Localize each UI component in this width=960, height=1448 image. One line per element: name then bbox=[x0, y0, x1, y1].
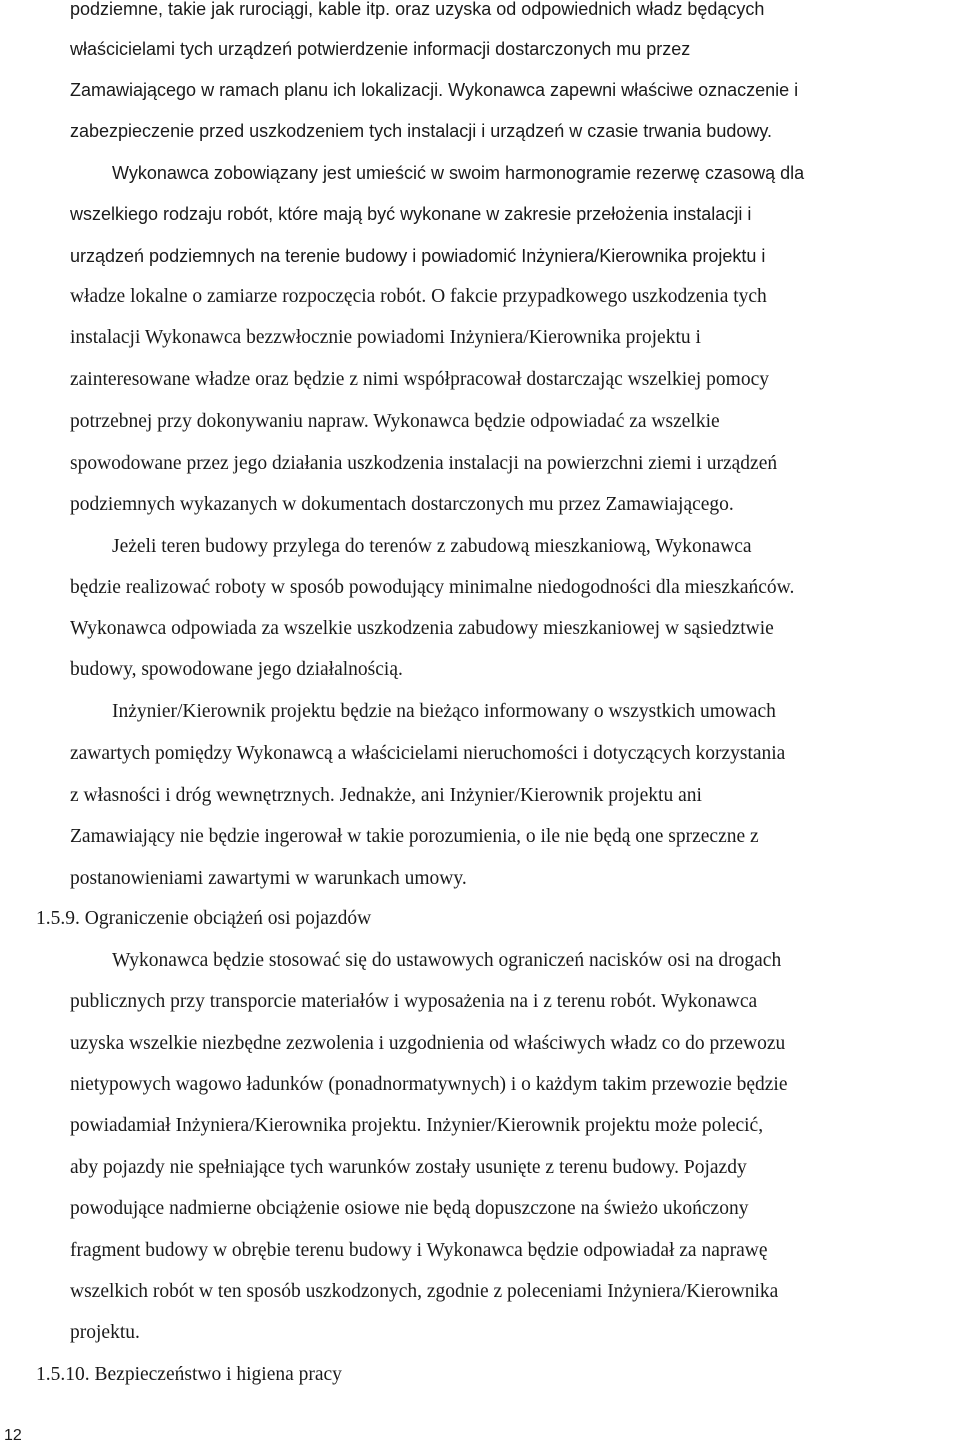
text-line: publicznych przy transporcie materiałów i wyposażenia na i z terenu robót. Wykonawca bbox=[70, 991, 758, 1012]
text-line: będzie realizować roboty w sposób powodujący minimalne niedogodności dla mieszkańców. bbox=[70, 577, 795, 598]
section-title: Ograniczenie obciążeń osi pojazdów bbox=[84, 908, 372, 929]
text-line: postanowieniami zawartymi w warunkach umowy. bbox=[70, 868, 467, 889]
text-line: nietypowych wagowo ładunków (ponadnormatywnych) i o każdym takim przewozie będzie bbox=[70, 1074, 788, 1095]
text-line: Zamawiający nie będzie ingerował w takie porozumienia, o ile nie będą one sprzeczne z bbox=[70, 826, 759, 847]
section-heading-1-5-10 bbox=[36, 1362, 342, 1388]
text-line: właścicielami tych urządzeń potwierdzenie informacji dostarczonych mu przez bbox=[70, 39, 691, 59]
text-line: fragment budowy w obrębie terenu budowy i Wykonawca będzie odpowiadał za naprawę bbox=[70, 1240, 768, 1261]
text-line: podziemnych wykazanych w dokumentach dostarczonych mu przez Zamawiającego. bbox=[70, 494, 734, 515]
section-title: Bezpieczeństwo i higiena pracy bbox=[94, 1364, 342, 1385]
text-line: zabezpieczenie przed uszkodzeniem tych instalacji i urządzeń w czasie trwania budowy. bbox=[70, 121, 773, 141]
text-line: powiadamiał Inżyniera/Kierownika projektu. Inżynier/Kierownik projektu może polecić, bbox=[70, 1115, 764, 1136]
text-line: budowy, spowodowane jego działalnością. bbox=[70, 659, 403, 680]
text-line: Jeżeli teren budowy przylega do terenów z zabudową mieszkaniową, Wykonawca bbox=[112, 536, 752, 557]
text-line: wszelkich robót w ten sposób uszkodzonych, zgodnie z poleceniami Inżyniera/Kierownika bbox=[70, 1281, 779, 1302]
text-line: uzyska wszelkie niezbędne zezwolenia i uzgodnienia od właściwych władz co do przewozu bbox=[70, 1033, 786, 1054]
section-heading-1-5-9 bbox=[36, 906, 371, 932]
text-line: urządzeń podziemnych na terenie budowy i powiadomić Inżyniera/Kierownika projektu i bbox=[70, 246, 766, 266]
text-line: z własności i dróg wewnętrznych. Jednakże, ani Inżynier/Kierownik projektu ani bbox=[70, 785, 702, 806]
page-number: 12 bbox=[4, 1427, 22, 1444]
text-line: aby pojazdy nie spełniające tych warunków zostały usunięte z terenu budowy. Pojazdy bbox=[70, 1157, 747, 1178]
section-number: 1.5.10. bbox=[36, 1364, 90, 1385]
text-line: władze lokalne o zamiarze rozpoczęcia robót. O fakcie przypadkowego uszkodzenia tych bbox=[70, 286, 767, 307]
text-line: powodujące nadmierne obciążenie osiowe nie będą dopuszczone na świeżo ukończony bbox=[70, 1198, 749, 1219]
section-number: 1.5.9. bbox=[36, 908, 80, 929]
text-line: Zamawiającego w ramach planu ich lokalizacji. Wykonawca zapewni właściwe oznaczenie i bbox=[70, 80, 799, 100]
text-line: potrzebnej przy dokonywaniu napraw. Wykonawca będzie odpowiadać za wszelkie bbox=[70, 411, 720, 432]
text-line: Wykonawca będzie stosować się do ustawowych ograniczeń nacisków osi na drogach bbox=[112, 950, 782, 971]
text-line: Wykonawca zobowiązany jest umieścić w swoim harmonogramie rezerwę czasową dla bbox=[112, 163, 805, 183]
text-line: Wykonawca odpowiada za wszelkie uszkodzenia zabudowy mieszkaniowej w sąsiedztwie bbox=[70, 618, 774, 639]
text-line: projektu. bbox=[70, 1322, 140, 1343]
text-line: wszelkiego rodzaju robót, które mają być wykonane w zakresie przełożenia instalacji i bbox=[70, 204, 752, 224]
text-line: zawartych pomiędzy Wykonawcą a właścicielami nieruchomości i dotyczących korzystania bbox=[70, 743, 786, 764]
text-line: zainteresowane władze oraz będzie z nimi współpracował dostarczając wszelkiej pomocy bbox=[70, 369, 769, 390]
text-line: Inżynier/Kierownik projektu będzie na bieżąco informowany o wszystkich umowach bbox=[112, 701, 776, 722]
text-line: instalacji Wykonawca bezzwłocznie powiadomi Inżyniera/Kierownika projektu i bbox=[70, 327, 701, 348]
text-line: spowodowane przez jego działania uszkodzenia instalacji na powierzchni ziemi i urządzeń bbox=[70, 453, 778, 474]
text-line: podziemne, takie jak rurociągi, kable itp. oraz uzyska od odpowiednich władz będących bbox=[70, 0, 765, 19]
